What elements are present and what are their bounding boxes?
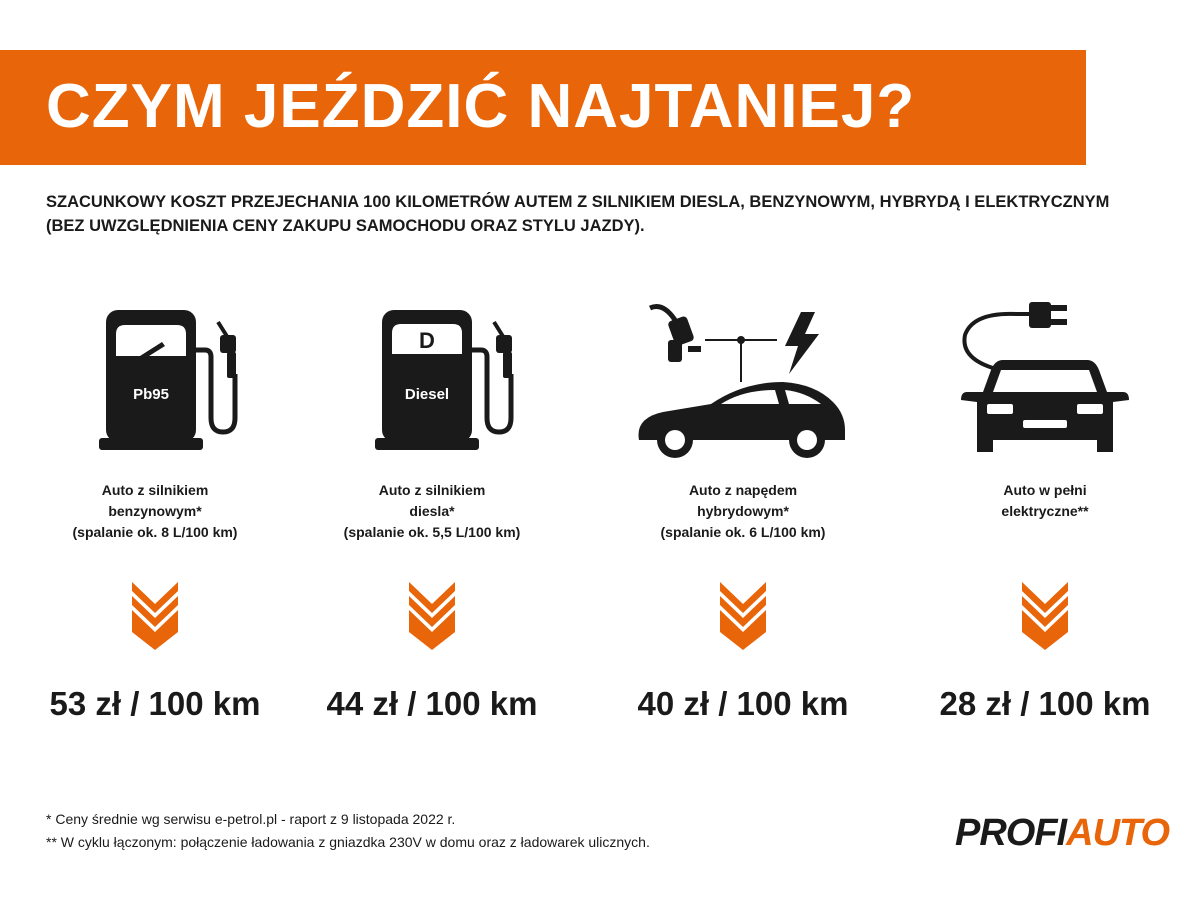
cost-item-electric bbox=[895, 290, 1195, 730]
item-label: Auto w pełni elektryczne** bbox=[1001, 482, 1089, 519]
item-label: Auto z silnikiem diesla* (spalanie ok. 5,5 L/100 km) bbox=[343, 482, 521, 540]
item-label: Auto z napędem hybrydowym* (spalanie ok. 6 L/100 km) bbox=[660, 482, 826, 540]
logo-part-2: AUTO bbox=[1066, 812, 1170, 854]
price-value: 28 zł / 100 km bbox=[939, 685, 1151, 722]
profiauto-logo bbox=[955, 808, 1169, 858]
footnote-2: ** W cyklu łączonym: połączenie ładowania z gniazdka 230V w domu oraz z ładowarek ulicznych. bbox=[46, 834, 650, 850]
pump-label: Pb95 bbox=[133, 386, 169, 403]
footnote-1: * Ceny średnie wg serwisu e-petrol.pl - raport z 9 listopada 2022 r. bbox=[46, 811, 456, 827]
price-value: 44 zł / 100 km bbox=[326, 685, 538, 722]
pump-label: Diesel bbox=[404, 386, 450, 403]
chevron-down-icon bbox=[409, 582, 455, 650]
cost-item-hybrid bbox=[593, 290, 893, 730]
pump-letter: D bbox=[419, 328, 435, 353]
diesel-pump-icon bbox=[282, 290, 582, 465]
cost-item-petrol bbox=[5, 290, 305, 730]
logo-part-1: PROFI bbox=[955, 812, 1067, 854]
price-value: 53 zł / 100 km bbox=[49, 685, 261, 722]
page-subtitle: SZACUNKOWY KOSZT PRZEJECHANIA 100 KILOMETRÓW AUTEM Z SILNIKIEM DIESLA, BENZYNOWYM, HYBRYDĄ I ELEKTRYCZNYM (BEZ UWZGLĘDNIENIA CENY ZAKUPU SAMOCHODU ORAZ STYLU JAZDY). bbox=[46, 193, 1110, 235]
petrol-pump-icon bbox=[5, 290, 305, 465]
page-title: CZYM JEŹDZIĆ NAJTANIEJ? bbox=[46, 72, 916, 141]
electric-car-icon bbox=[895, 290, 1195, 465]
chevron-down-icon bbox=[1022, 582, 1068, 650]
price-value: 40 zł / 100 km bbox=[637, 685, 849, 722]
cost-item-diesel bbox=[282, 290, 582, 730]
chevron-down-icon bbox=[132, 582, 178, 650]
chevron-down-icon bbox=[720, 582, 766, 650]
hybrid-car-icon bbox=[593, 290, 893, 465]
item-label: Auto z silnikiem benzynowym* (spalanie ok. 8 L/100 km) bbox=[72, 482, 238, 540]
footnotes bbox=[46, 808, 650, 854]
